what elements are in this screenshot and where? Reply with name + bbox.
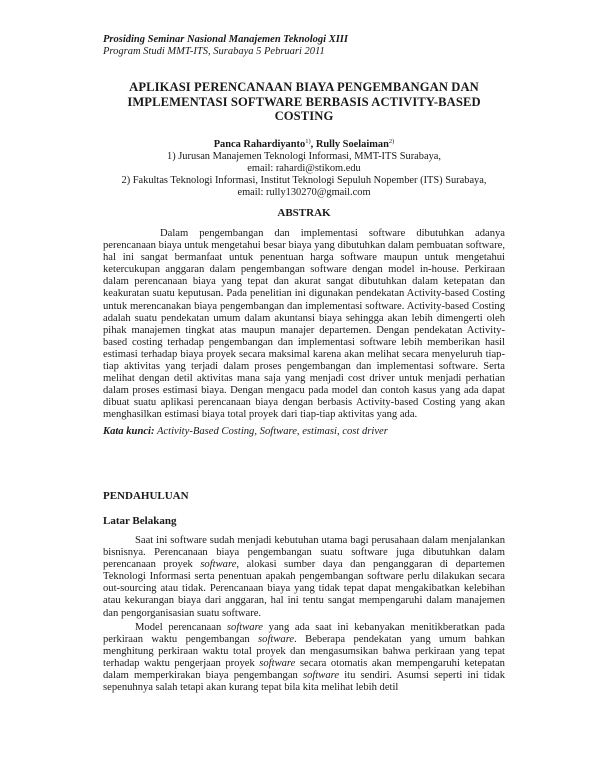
abstract-heading: ABSTRAK xyxy=(277,207,331,219)
author-names xyxy=(214,139,395,150)
author-block xyxy=(103,136,505,199)
author-2-mark: 2) xyxy=(388,138,395,145)
section-heading-introduction: PENDAHULUAN xyxy=(103,490,189,502)
proceedings-header: Prosiding Seminar Nasional Manajemen Teknologi XIII xyxy=(103,34,348,45)
email-1: email: rahardi@stikom.edu xyxy=(247,163,361,174)
p1-text-c: , alokasi sumber daya dan penganggaran di departemen Teknologi Informasi serta penentuan apakah pengembangan software perlu dilakukan secara out-sourcing atau tidak. Perencanaan biaya yang tidak tepat dapat mengakibatkan kelebihan atau kekurangan biaya dari anggaran, hal ini tentu sangat mempengaruhi dalam manajemen dan pengorganisasian suatu software. xyxy=(103,559,505,619)
p1-text-a: Saat ini software sudah menjadi kebutuhan utama bagi perusahaan dalam menjalankan bisnisnya. Perencanaan biaya pengembangan suatu software juga dibutuhkan dalam perencanaan proyek xyxy=(103,535,505,571)
author-2: Rully Soelaiman xyxy=(315,139,389,150)
venue-header: Program Studi MMT-ITS, Surabaya 5 Pebruari 2011 xyxy=(103,46,325,57)
author-separator: , xyxy=(310,139,316,150)
p2-text-c: yang ada saat ini kebanyakan menitikberatkan pada perkiraan waktu pengembangan xyxy=(103,621,505,645)
p1-italic-b: software xyxy=(200,559,237,571)
p2-text-g: secara otomatis akan mempengaruhi ketepatan dalam memperkirakan biaya pengembangan xyxy=(103,657,505,682)
abstract-text: Dalam pengembangan dan implementasi software dibutuhkan adanya perencanaan biaya untuk mengetahui besar biaya yang dibutuhkan dalam pembuatan software, hal ini sangat bermanfaat untuk penentuan harga software maupun untuk mengetahui ketercukupan anggaran dalam pengembangan software dengan model in-house. Perkiraan dalam perencanaan biaya yang tepat dan akurat sangat dibutuhkan dalam ketepatan dan keakuratan suatu keputusan. Pada penelitian ini digunakan pendekatan Activity-based Costing untuk merencanakan biaya pengembangan dan implementasi software. Activity-based Costing adalah suatu pendekatan umum dalam akuntansi biaya sehingga akan lebih dimengerti oleh pihak manajemen tingkat atas maupun manajer departemen. Dengan pendekatan Activity-based costing terhadap pengembangan dan implementasi software lebih memberikan hasil estimasi terhadap biaya proyek secara maksimal karena akan melihat secara menyeluruh tiap-tiap aktivitas yang terjadi dalam proses pengembangan dan implementasi software. Serta melihat dengan detil aktivitas mana saja yang menjadi cost driver untuk menjadi perhatian dalam proses estimasi biaya. Dengan mengacu pada model dan contoh kasus yang ada dapat dibuat suatu aplikasi perencanaan biaya dengan berbasis Activity-based Costing yang akan menghasilkan estimasi biaya total proyek dari tiap-tiap aktivitas yang ada. xyxy=(103,228,505,421)
email-2: email: rully130270@gmail.com xyxy=(237,187,371,198)
subsection-heading-background: Latar Belakang xyxy=(103,515,177,527)
p2-italic-b: software xyxy=(226,621,264,633)
author-1: Panca Rahardiyanto xyxy=(213,139,306,150)
p2-italic-h: software xyxy=(302,670,340,682)
p2-text-a: Model perencanaan xyxy=(135,621,227,633)
affiliation-2: 2) Fakultas Teknologi Informasi, Institut Teknologi Sepuluh Nopember (ITS) Surabaya, xyxy=(121,175,487,186)
author-1-mark: 1) xyxy=(305,138,311,145)
p2-text-i: itu sendiri. Asumsi seperti ini tidak sepenuhnya salah tetapi akan kurang tepat bila kita melihat lebih detil xyxy=(103,670,505,694)
p2-text-e: . Beberapa pendekatan yang umum bahkan menghitung perkiraan waktu total proyek dan mengasumsikan bahwa perkiraan yang tepat terhadap waktu pengerjaan proyek xyxy=(103,633,505,669)
keywords xyxy=(103,426,505,438)
paragraph-1 xyxy=(103,535,505,620)
keywords-text: Activity-Based Costing, Software, estimasi, cost driver xyxy=(154,426,388,437)
body-text xyxy=(103,535,505,694)
affiliation-1: 1) Jurusan Manajemen Teknologi Informasi, MMT-ITS Surabaya, xyxy=(167,151,441,162)
p2-italic-d: software xyxy=(258,633,295,645)
paragraph-2 xyxy=(103,622,505,695)
p2-italic-f: software xyxy=(259,657,296,669)
keywords-label: Kata kunci: xyxy=(103,426,155,437)
paper-title: APLIKASI PERENCANAAN BIAYA PENGEMBANGAN DAN IMPLEMENTASI SOFTWARE BERBASIS ACTIVITY-BASED COSTING xyxy=(127,80,481,123)
